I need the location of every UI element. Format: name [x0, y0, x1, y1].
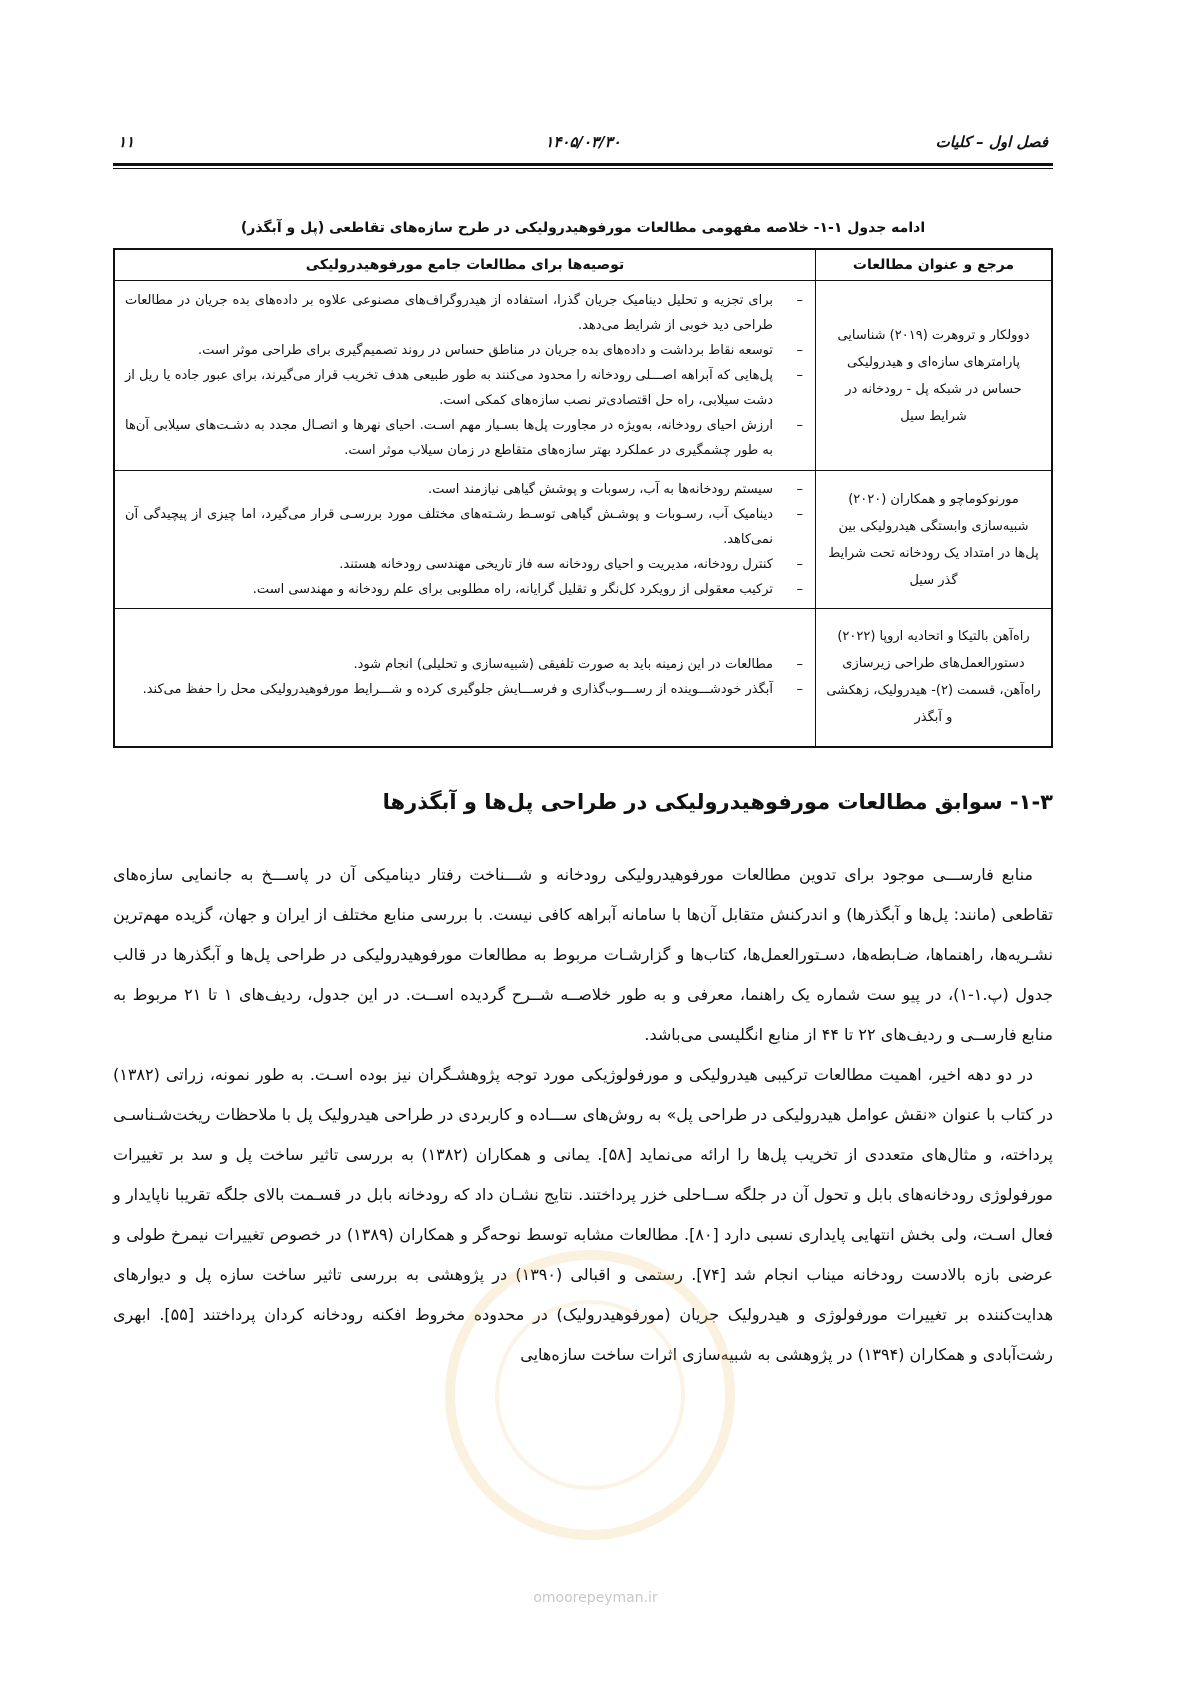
bullet-dash: –: [796, 582, 803, 597]
recommendations-cell: [114, 471, 816, 609]
list-item-text: سیستم رودخانه‌ها به آب، رسوبات و پوشش گیاهی نیازمند است.: [428, 482, 773, 497]
list-item: [125, 288, 805, 338]
header-rule-thin: [113, 168, 1053, 169]
table-header-row: [114, 249, 1052, 281]
section-heading: ۱-۳- سوابق مطالعات مورفوهیدرولیکی در طراحی پل‌ها و آبگذرها: [382, 790, 1053, 814]
list-item: [125, 502, 805, 552]
table-row: [114, 281, 1052, 471]
page-header: [113, 133, 1053, 157]
list-item: [125, 677, 805, 702]
recommendation-list: [125, 288, 805, 463]
list-item-text: دینامیک آب، رسـوبات و پوشـش گیاهی توسـط رشـته‌های مختلف مورد بررسـی قرار می‌گیرد، اما چیزی از پیچیدگی آن نمی‌کاهد.: [125, 507, 773, 547]
header-rule-thick: [113, 163, 1053, 166]
list-item: [125, 338, 805, 363]
bullet-dash: –: [796, 293, 803, 308]
table-row: [114, 609, 1052, 747]
list-item: [125, 413, 805, 463]
list-item: [125, 552, 805, 577]
reference-cell: دوولکار و تروهرت (۲۰۱۹) شناسایی پارامترهای سازه‌ای و هیدرولیکی حساس در شبکه پل - رودخانه در شرایط سیل: [816, 281, 1053, 471]
list-item-text: آبگذر خودشـــوینده از رســـوب‌گذاری و فرســـایش جلوگیری کرده و شـــرایط مورفوهیدرولیکی محل را حفظ می‌کند.: [142, 682, 773, 698]
bullet-dash: –: [796, 482, 803, 497]
list-item-text: ترکیب معقولی از رویکرد کل‌نگر و تقلیل گرایانه، راه مطلوبی برای علم رودخانه و مهندسی است.: [252, 582, 773, 597]
bullet-dash: –: [796, 557, 803, 572]
list-item-text: برای تجزیه و تحلیل دینامیک جریان گذرا، استفاده از هیدروگراف‌های مصنوعی علاوه بر داده‌های بده جریان در مطالعات طراحی دید خوبی از شرایط می‌دهد.: [125, 293, 773, 333]
list-item: [125, 577, 805, 602]
reference-cell: مورنوکوماچو و همکاران (۲۰۲۰) شبیه‌سازی وابستگی هیدرولیکی بین پل‌ها در امتداد یک رودخانه تحت شرایط گذر سیل: [816, 471, 1053, 609]
recommendations-cell: [114, 281, 816, 471]
footer-website: omoorepeyman.ir: [533, 1590, 658, 1606]
list-item: [125, 477, 805, 502]
recommendations-cell: [114, 609, 816, 747]
page-number: ۱۱: [118, 133, 135, 151]
column-header-recommendations: توصیه‌ها برای مطالعات جامع مورفوهیدرولیکی: [114, 249, 816, 281]
chapter-title: فصل اول – کلیات: [935, 133, 1048, 151]
column-header-reference: مرجع و عنوان مطالعات: [816, 249, 1053, 281]
list-item-text: کنترل رودخانه، مدیریت و احیای رودخانه سه فاز تاریخی مهندسی رودخانه هستند.: [339, 557, 773, 572]
table-caption: ادامه جدول ۱-۱- خلاصه مفهومی مطالعات مورفوهیدرولیکی در طرح سازه‌های تقاطعی (پل و آبگذر): [240, 220, 926, 236]
list-item-text: پل‌هایی که آبراهه اصـــلی رودخانه را محدود می‌کنند به طور طبیعی هدف تخریب قرار می‌گیرند، برای عبور جاده یا ریل از دشت سیلابی، راه حل اقتصادی‌تر نصب سازه‌های کمکی است.: [125, 368, 773, 408]
paragraph: منابع فارســـی موجود برای تدوین مطالعات مورفوهیدرولیکی رودخانه و شـــناخت رفتار دینامیکی آن در پاســـخ به جانمایی سازه‌های تقاطعی (مانند: پل‌ها و آبگذرها) و اندرکنش متقابل آن‌ها با سامانه آبراهه کافی نیست. با بررسی منابع مختلف از ایران و جهان، گزیده مهم‌ترین نشـریه‌ها، راهنماها، ضـابطه‌ها، دسـتورالعمل‌ها، کتاب‌ها و گزارشـات مربوط به مطالعات مورفوهیدرولیکی در طراحی پل‌ها و آبگذرها در قالب جدول (پ.۱-۱)، در پیو ست شماره یک راهنما، معرفی و به طور خلاصــه شــرح گردیده اســت. در این جدول، ردیف‌های ۱ تا ۲۱ مربوط به منابع فارســی و ردیف‌های ۲۲ تا ۴۴ از منابع انگلیسی می‌باشد.: [113, 865, 1054, 1044]
bullet-dash: –: [796, 368, 803, 383]
table-row: [114, 471, 1052, 609]
watermark-seal-inner-icon: [495, 1300, 685, 1490]
reference-cell: راه‌آهن بالتیکا و اتحادیه اروپا (۲۰۲۲) دستورالعمل‌های طراحی زیرسازی راه‌آهن، قسمت (۲)- هیدرولیک، زهکشی و آبگذر: [816, 609, 1053, 747]
header-date: ۱۴۰۵/۰۳/۳۰: [545, 133, 621, 151]
bullet-dash: –: [796, 682, 803, 698]
bullet-dash: –: [796, 418, 803, 433]
list-item: [125, 652, 805, 677]
paragraph: در دو دهه اخیر، اهمیت مطالعات ترکیبی هیدرولیکی و مورفولوژیکی مورد توجه پژوهشـگران نیز بوده اسـت. به طور نمونه، زراتی (۱۳۸۲) در کتاب با عنوان «نقش عوامل هیدرولیکی در طراحی پل» به روش‌های ســـاده و کاربردی در طراحی هیدرولیک پل با ملاحظات ریخت‌شـناسـی پرداخته، و مثال‌های متعددی از تخریب پل‌ها را ارائه می‌نماید [۵۸]. یمانی و همکاران (۱۳۸۲) به بررسی تاثیر ساخت پل و سد بر تغییرات مورفولوژی رودخانه‌های بابل و تحول آن در جلگه ســاحلی خزر پرداختند. نتایج نشـان داد که رودخانه بابل در قسـمت بالای جلگه تقریبا ناپایدار و فعال اسـت، ولی بخش انتهایی پایداری نسبی دارد [۸۰]. مطالعات مشابه توسط نوحه‌گر و همکاران (۱۳۸۹) در خصوص تغییرات نیمرخ طولی و عرضی بازه بالادست رودخانه میناب انجام شد [۷۴]. رستمی و اقبالی (۱۳۹۰) در پژوهشی به بررسی تاثیر ساخت سازه پل و دیوارهای هدایت‌کننده بر تغییرات مورفولوژی و هیدرولیک جریان (مورفوهیدرولیک) در محدوده مخروط افکنه رودخانه کردان پرداختند [۵۵]. ابهری رشت‌آبادی و همکاران (۱۳۹۴) در پژوهشی به شبیه‌سازی اثرات ساخت سازه‌هایی: [113, 1065, 1054, 1364]
list-item-text: توسعه نقاط برداشت و داده‌های بده جریان در مناطق حساس در روند تصمیم‌گیری برای طراحی موثر است.: [198, 343, 773, 358]
bullet-dash: –: [796, 343, 803, 358]
recommendation-list: [125, 652, 805, 702]
list-item-text: مطالعات در این زمینه باید به صورت تلفیقی (شبیه‌سازی و تحلیلی) انجام شود.: [353, 657, 773, 673]
recommendation-list: [125, 477, 805, 602]
list-item-text: ارزش احیای رودخانه، به‌ویژه در مجاورت پل‌ها بسـیار مهم اسـت. احیای نهرها و اتصـال مجدد به دشـت‌های سیلابی آن‌ها به طور چشمگیری در عملکرد بهتر سازه‌های متقاطع در زمان سیلاب موثر است.: [125, 418, 773, 458]
bullet-dash: –: [796, 507, 803, 522]
summary-table: [113, 248, 1053, 748]
list-item: [125, 363, 805, 413]
bullet-dash: –: [796, 657, 803, 673]
